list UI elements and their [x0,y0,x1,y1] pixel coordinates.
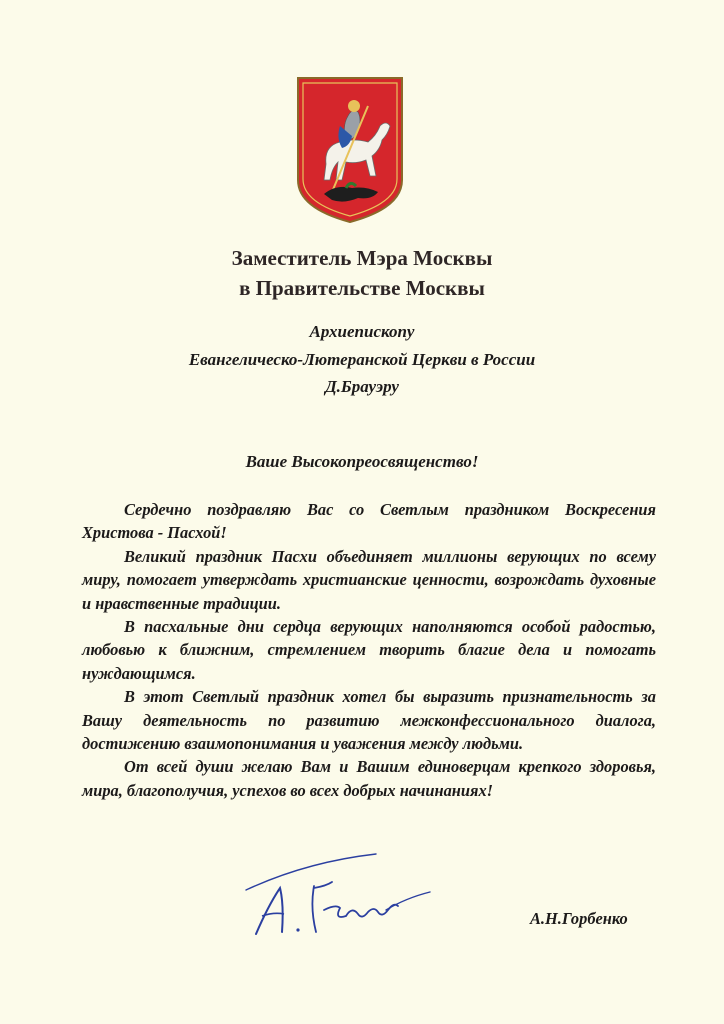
handwritten-signature [236,846,436,946]
organization-title-line2: в Правительстве Москвы [239,276,485,300]
addressee-line3: Д.Брауэру [325,377,399,396]
letter-body [82,498,656,802]
moscow-coat-of-arms-icon [296,76,404,224]
addressee-line2: Евангелическо-Лютеранской Церкви в России [188,350,536,369]
paragraph: В этот Светлый праздник хотел бы выразить признательность за Вашу деятельность по развитию межконфессионального диалога, достижению взаимопонимания и уважения между людьми. [82,687,656,754]
organization-title-line1: Заместитель Мэра Москвы [231,246,493,270]
salutation: Ваше Высокопреосвященство! [245,452,479,471]
paragraph: В пасхальные дни сердца верующих наполняются особой радостью, любовью к ближним, стремлением творить благие дела и помогать нуждающимся. [82,617,656,683]
paragraph: От всей души желаю Вам и Вашим единоверцам крепкого здоровья, мира, благополучия, успехов во всех добрых начинаниях! [82,757,656,800]
addressee-line1: Архиепископу [309,322,415,341]
signer-name: А.Н.Горбенко [530,909,628,928]
paragraph: Сердечно поздравляю Вас со Светлым праздником Воскресения Христова - Пасхой! [82,500,656,543]
paragraph: Великий праздник Пасхи объединяет миллионы верующих по всему миру, помогает утверждать христианские ценности, возрождать духовные и нравственные традиции. [82,546,656,613]
